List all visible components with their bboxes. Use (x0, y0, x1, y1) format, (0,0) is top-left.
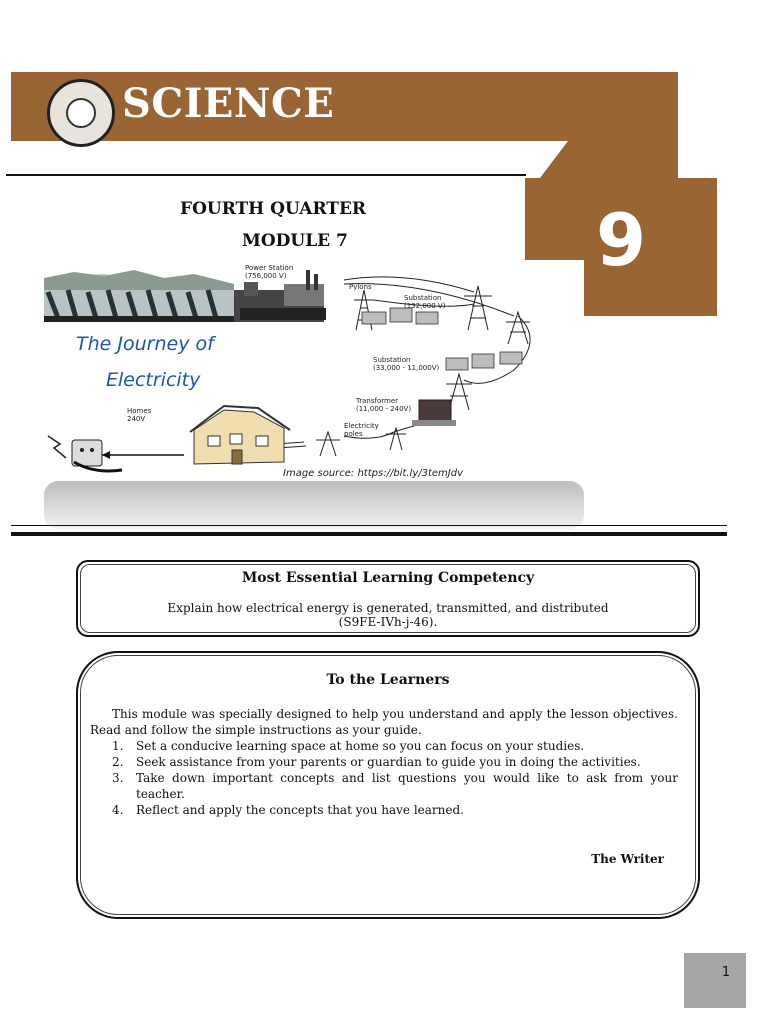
label-homes-voltage: 240V (127, 415, 146, 423)
subject-title: SCIENCE (122, 80, 335, 127)
label-homes (127, 407, 151, 423)
label-substation-2-voltage: (33,000 - 11,000V) (373, 364, 440, 372)
label-power-station-name: Power Station (245, 264, 294, 272)
label-substation-1 (404, 294, 445, 310)
list-item-text: Reflect and apply the concepts that you have learned. (136, 803, 464, 817)
list-item (90, 770, 678, 802)
label-substation-1-name: Substation (404, 294, 442, 302)
list-item (90, 738, 678, 754)
module-label: MODULE 7 (242, 231, 348, 251)
label-substation-1-voltage: (132,000 V) (404, 302, 446, 310)
grade-tab-slant (540, 141, 678, 178)
label-pylons: Pylons (349, 283, 372, 291)
page-number: 1 (721, 965, 731, 980)
label-power-station-voltage: (756,000 V) (245, 272, 287, 280)
melc-body (76, 601, 700, 629)
list-item-number: 2. (112, 755, 124, 769)
illustration-title-line2: Electricity (106, 369, 201, 391)
melc-title: Most Essential Learning Competency (241, 570, 535, 586)
learners-title: To the Learners (326, 672, 450, 688)
list-item (90, 802, 678, 818)
label-power-station (245, 264, 293, 280)
melc-body-line1: Explain how electrical energy is generated, transmitted, and distributed (167, 601, 609, 615)
label-substation-2-name: Substation (373, 356, 411, 364)
label-homes-name: Homes (127, 407, 152, 415)
label-transformer-voltage: (11,000 - 240V) (356, 405, 412, 413)
top-divider (6, 174, 526, 176)
list-item-number: 4. (112, 803, 124, 817)
list-item-text: Set a conducive learning space at home so you can focus on your studies. (136, 739, 585, 753)
learners-intro: This module was specially designed to help you understand and apply the lesson objectives. Read and follow the simple instructions as your guide. (90, 707, 678, 737)
learners-instructions-list (90, 738, 678, 818)
bottom-divider-thin (11, 525, 727, 526)
list-item (90, 754, 678, 770)
illustration-reflection (44, 481, 584, 529)
list-item-number: 1. (112, 739, 124, 753)
writer-signature: The Writer (591, 852, 664, 866)
illustration-title-line1: The Journey of (76, 333, 214, 355)
image-source-caption: Image source: https://bit.ly/3temJdv (283, 468, 463, 479)
list-item-text: Take down important concepts and list questions you would like to ask from your teacher. (136, 771, 678, 801)
label-poles-line2: poles (344, 430, 363, 438)
label-transformer (356, 397, 411, 413)
grade-number: 9 (595, 198, 647, 282)
page-number-box (684, 953, 746, 1008)
list-item-text: Seek assistance from your parents or guardian to guide you in doing the activities. (136, 755, 641, 769)
seal-emblem-icon (66, 98, 96, 128)
melc-body-line2: (S9FE-IVh-j-46). (338, 615, 438, 629)
division-seal-logo (47, 79, 115, 147)
label-transformer-name: Transformer (356, 397, 399, 405)
list-item-number: 3. (112, 771, 124, 785)
label-substation-2 (373, 356, 439, 372)
label-poles-line1: Electricity (344, 422, 379, 430)
quarter-label: FOURTH QUARTER (180, 199, 367, 219)
label-electricity-poles (344, 422, 379, 438)
bottom-divider-thick (11, 532, 727, 536)
